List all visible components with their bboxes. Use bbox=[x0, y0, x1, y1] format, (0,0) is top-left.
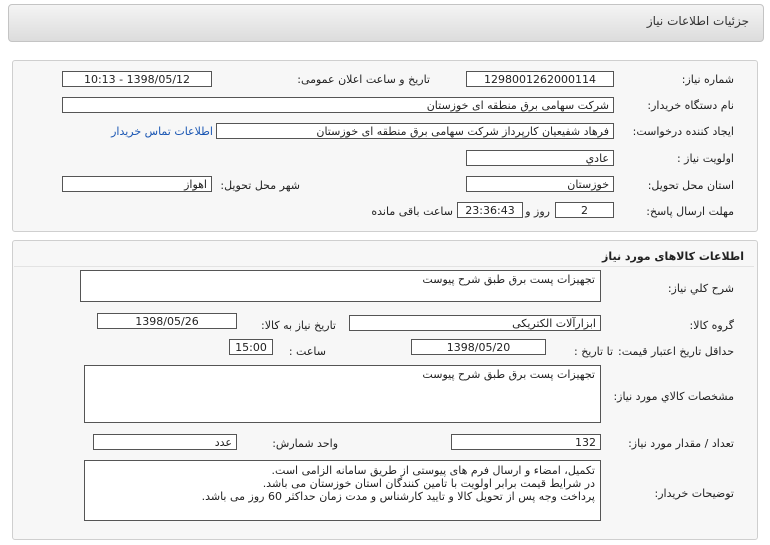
buyer-notes-label: توضيحات خريدار: bbox=[654, 487, 734, 500]
priority-label: اولويت نياز : bbox=[676, 152, 734, 165]
need-date-label: تاريخ نياز به کالا: bbox=[261, 319, 336, 332]
goods-section-title: اطلاعات کالاهای مورد نياز bbox=[602, 250, 744, 263]
note-line: در شرايط قيمت برابر اولويت با تامين کنندگان استان خوزستان می باشد. bbox=[262, 477, 595, 490]
note-line: تکميل، امضاء و ارسال فرم های پيوستی از طريق سامانه الزامی است. bbox=[271, 464, 595, 477]
need-number-label: شماره نياز: bbox=[681, 73, 734, 86]
note-line: پرداخت وجه پس از تحويل کالا و تاييد کارشناس و مدت زمان حداکثر 60 روز می باشد. bbox=[201, 490, 595, 503]
priority-field: عادي bbox=[466, 150, 614, 166]
section-divider bbox=[14, 266, 754, 267]
buyer-org-field: شرکت سهامی برق منطقه ای خوزستان bbox=[62, 97, 614, 113]
hour-label: ساعت : bbox=[288, 345, 326, 358]
city-field: اهواز bbox=[62, 176, 212, 192]
page-title: جزئيات اطلاعات نياز bbox=[646, 14, 749, 28]
buyer-contact-link[interactable]: اطلاعات تماس خريدار bbox=[111, 125, 213, 138]
page-header bbox=[8, 4, 764, 42]
province-label: استان محل تحويل: bbox=[647, 179, 734, 192]
until-label: تا تاريخ : bbox=[574, 345, 613, 358]
province-field: خوزستان bbox=[466, 176, 614, 192]
unit-label: واحد شمارش: bbox=[272, 437, 338, 450]
unit-field: عدد bbox=[93, 434, 237, 450]
summary-label: شرح کلي نياز: bbox=[667, 282, 734, 295]
need-number-field: 1298001262000114 bbox=[466, 71, 614, 87]
group-label: گروه کالا: bbox=[689, 319, 734, 332]
specs-field: تجهيزات پست برق طبق شرح پيوست bbox=[84, 365, 601, 423]
creator-field: فرهاد شفيعيان کارپرداز شرکت سهامی برق منطقه ای خوزستان bbox=[216, 123, 614, 139]
deadline-label: مهلت ارسال پاسخ: bbox=[646, 205, 734, 218]
announce-date-label: تاريخ و ساعت اعلان عمومی: bbox=[297, 73, 430, 86]
validity-label: حداقل تاريخ اعتبار قيمت: bbox=[618, 345, 734, 358]
announce-date-field: 1398/05/12 - 10:13 bbox=[62, 71, 212, 87]
summary-field: تجهيزات پست برق طبق شرح پيوست bbox=[80, 270, 601, 302]
need-date-field: 1398/05/26 bbox=[97, 313, 237, 329]
buyer-notes-field bbox=[84, 460, 601, 521]
city-label: شهر محل تحويل: bbox=[220, 179, 300, 192]
creator-label: ايجاد کننده درخواست: bbox=[632, 125, 734, 138]
remaining-word: ساعت باقی مانده bbox=[371, 205, 453, 218]
specs-label: مشخصات کالاي مورد نياز: bbox=[613, 390, 734, 403]
deadline-time-field: 23:36:43 bbox=[457, 202, 523, 218]
group-field: ابزارآلات الکتريکی bbox=[349, 315, 601, 331]
validity-time-field: 15:00 bbox=[229, 339, 273, 355]
days-word: روز و bbox=[525, 205, 550, 218]
quantity-field: 132 bbox=[451, 434, 601, 450]
deadline-days-field: 2 bbox=[555, 202, 614, 218]
validity-date-field: 1398/05/20 bbox=[411, 339, 546, 355]
quantity-label: تعداد / مقدار مورد نياز: bbox=[628, 437, 734, 450]
buyer-org-label: نام دستگاه خريدار: bbox=[647, 99, 734, 112]
